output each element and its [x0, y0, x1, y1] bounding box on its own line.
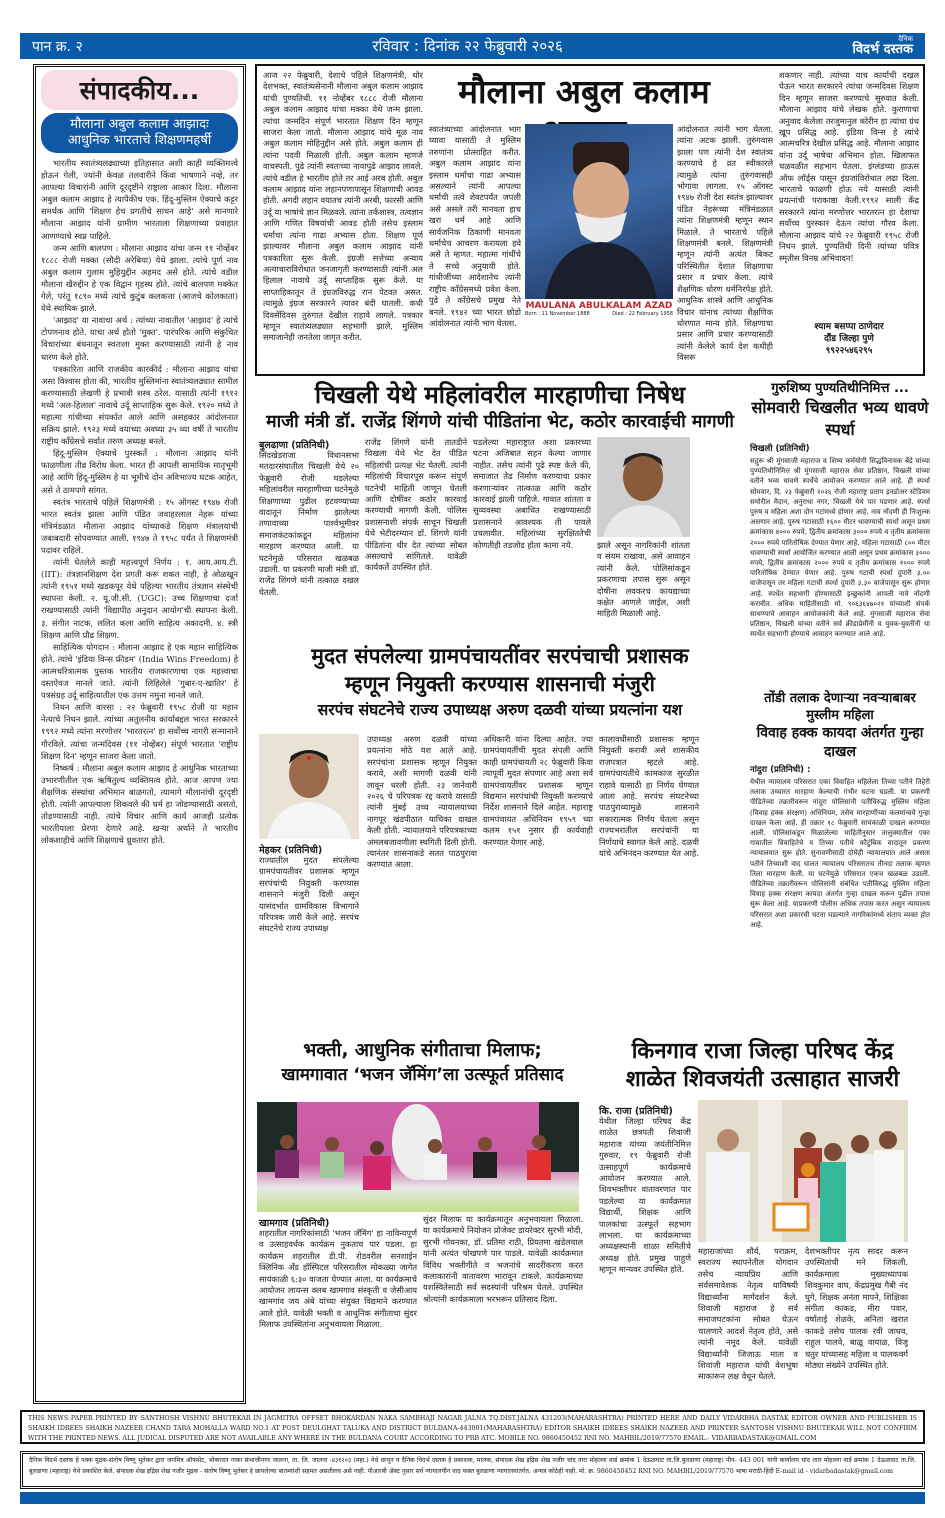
azad-photo-caption [525, 301, 673, 317]
chikhali-subheadline: माजी मंत्री डॉ. राजेंद्र शिंगणे यांची पीडितांना भेट, कठोर कारवाईची मागणी [266, 412, 734, 432]
editorial-paragraph: 'आझाद' या नावाचा अर्थ : त्यांच्या नावातील 'आझाद' हे त्यांचे टोपणनाव होते. याचा अर्थ होतो 'मुक्त'. पारंपरिक आणि संकुचित विचारांच्या बंधनातून स्वतःला मुक्त करण्यासाठी त्यांनी हे नाव धारण केले होते. [41, 315, 238, 362]
kingaon-dateline: कि. राजा (प्रतिनिधी) [599, 1106, 673, 1117]
gurushishya-article [750, 380, 930, 640]
bhajan-event-photo [257, 1102, 579, 1212]
author-name: श्याम बसप्पा ठाणेदार [814, 322, 884, 332]
gurushishya-headline: सोमवारी चिखलीत भव्य धावणे स्पर्धा [751, 398, 929, 439]
english-imprint-box: THIS NEWS PAPER PRINTED BY SANTHOSH VISHNU BHUTEKAR IN JAGMITRA OFFSET BHOKARDAN NAKA SAMBHAJI NAGAR JALNA TQ.DIST.JALNA 431203(MAHARASHTRA) PRINTED HERE AND DAILY VIDARBHA DASTAK EDITOR OWNER AND PUBLISHER IS SHAIKH IDREES SHAIKH NAZEER CHAND TARA MOHALLA WARD NO.1 AT POST DEULGHAT TALUKA AND DISTRICT BULDANA-443001(MAHARASHTRA) EDITOR SHAIKH IDREES SHAIKH NAZEER AND PRINTER SANTOSH VISHNU BHUTEKAR WILL NOT CONFIRM WITH THE PRINTED NEWS. ALL JUDICAL DISPUTED ARE NOT AVAILABLE ANY WHERE IN THE BULDANA COURT ACCORDING TO PRB ATC. MOBILE NO. 9860450452 RNI NO. MAHBIL/2019/77570 EMAIL.- VIDARBADASTAK@GMAIL.COM [20, 1410, 925, 1444]
editorial-body [41, 157, 238, 846]
sarpanch-col2: अधिकारी यांना दिल्या आहेत. ज्या ग्रामपंचायतींची मुदत संपली आणि काही ग्रामपंचायती २८ फेब्रुवारी किंवा त्यापूर्वी मुदत संपणार आहे अशा सर्व ग्रामपंचायतींवर प्रशासक म्हणून विद्यमान सरपंचांची नियुक्ती करण्याचे निर्देश शासनाने दिले आहेत. महाराष्ट्र ग्रामपंचायत अधिनियम १९५९ च्या कलम १५१ नुसार ही कार्यवाही करण्यात येणार आहे. [483, 734, 593, 847]
kingaon-col3: देशभक्तीपर नृत्य सादर करून उपस्थितांची मने जिंकली. कार्यक्रमाला मुख्याध्यापक शिवकुमार वाघ, केंद्रप्रमुख गैबी नंद घुगे, शिक्षक अनंता मापने, शिक्षिका संगीता काकड, मीरा पवार, वर्षाताई शेळके, अनिता खरात काकडे तसेच पालक रवी जाधव, राहुल पालवे, बाळू वायाळ, विजू चतुर यांच्यासह महिला व पालकवर्ग मोठ्या संख्येने उपस्थित होते. [805, 1246, 908, 1371]
editorial-headline [41, 113, 238, 153]
editorial-paragraph: पत्रकारिता आणि राजकीय कारकीर्द : मौलाना आझाद यांचा असा विश्वास होता की, भारतीय मुस्लिमांना स्वातंत्र्यलढ्यात सामील करण्यासाठी लेखणी हे प्रभावी शस्त्र ठरेल. यासाठी त्यांनी १९१२ मध्ये 'अल-हिलाल' नावाचे उर्दू साप्ताहिक सुरू केले. १९२० मध्ये ते महात्मा गांधीच्या संपर्कात आले आणि असहकार आंदोलनात सक्रिय झाले. १९२३ मध्ये वयाच्या अवघ्या ३५ व्या वर्षी ते भारतीय राष्ट्रीय काँग्रेसचे सर्वात तरुण अध्यक्ष बनले. [41, 363, 238, 447]
chikhali-col1: सिंदखेडराजा विधानसभा मतदारसंघातील चिखली येथे २० फेब्रुवारी रोजी घडलेल्या महिलांवरील मारहाणीच्या घटनेमुळे शिक्षणाच्या पुढील हटवण्याच्या वादातून निर्माण झालेल्या तणावाच्या पार्श्वभूमीवर समाजकंटकांकडून महिलांना मारहाण करण्यात आली. या घटनेमुळे परिसरात खळबळ उडाली. या प्रकरणी माजी मंत्री डॉ. राजेंद्र शिंगणे यांनी तत्काळ दखल घेतली. [259, 450, 359, 597]
gurushishya-kicker: गुरुशिष्य पुण्यतिथीनिमित्त ... [771, 381, 909, 396]
kingaon-article [595, 1038, 930, 1408]
chikhali-dateline: बुलढाणा (प्रतिनिधी) [259, 440, 330, 451]
azad-article-col4: शकणार नाही. त्यांच्या याच कार्याची दखल घेऊन भारत सरकारने त्यांचा जन्मदिवस शिक्षण दिन म्हणून साजरा करण्याचे सुरुवात केली. मौलाना आझाद यांचे लेखक होते. कुराणाचा अनुवाद केलेला तरजुमानुल कोरीन हा त्यांचा ग्रंथ खूप प्रसिद्ध आहे. इंडिया विन्स हे त्यांचे आत्मचरित्र देखील प्रसिद्ध आहे. मौलाना आझाद यांना उर्दू भाषेचा अभिमान होता. खिलाफत चळवळीत सहभाग घेतला. इंग्लंडच्या हाऊस ऑफ लॉर्ड्स पासून इंग्रजांविरोधात लढा दिला. भारताचे फाळणी होऊ नये यासाठी त्यांनी प्रयत्नांची पराकाष्ठा केली.१९९२ साली केंद्र सरकारने त्यांना मरणोत्तर भारतरत्न हा देशाचा सर्वोच्च पुरस्कार देऊन त्यांचा गौरव केला. मौलाना आझाद यांचे २२ फेब्रुवारी १९५८ रोजी निधन झाले. पुण्यतिथी दिनी त्यांच्या पवित्र स्मृतीस विनम्र अभिवादन! [779, 70, 919, 263]
talaq-dateline: नांदुरा (प्रतिनिधी) : [750, 765, 811, 775]
azad-article [255, 64, 925, 376]
logo-small-text: दैनिक [898, 35, 913, 43]
azad-caption-born: Born : 11 November 1888 [525, 311, 590, 317]
bhajan-col2: सुंदर मिलाफ या कार्यक्रमातून अनुभवायला मिळाला. या कार्यक्रमाचे नियोजन प्रोजेक्ट डायरेक्टर सुरभी मोदी, सुरभी गोयनका, डॉ. प्रतिमा राठी, प्रियतमा खंडेलवाल यांनी अत्यंत चोखपणे पार पाडले. यावेळी कार्यक्रमात विविध भक्तीगीते व भजनांचे सादरीकरण करत कलाकारांनी वातावरण भारावून टाकले. कार्यक्रमाच्या यशस्वितेसाठी सर्व सदस्यांनी परिश्रम घेतले. उपस्थित श्रोत्यांनी कार्यक्रमाला भरभरून प्रतिसाद दिला. [423, 1214, 583, 1304]
editorial-headline-line2: आधुनिक भारताचे शिक्षणमहर्षी [67, 133, 212, 148]
chikhali-col4: झाले असून नागरिकांनी शांतता व संयम राखावा, असे आवाहन त्यांनी केले. पोलिसांकडून प्रकरणाचा तपास सुरू असून दोषींना लवकरच कायद्याच्या कक्षेत आणले जाईल, अशी माहिती मिळाली आहे. [597, 540, 690, 619]
azad-article-col3: आंदोलनात त्यांनी भाग घेतला. त्यांना अटक झाली. तुरुंगवास झाला पण त्यांनी देश स्वातंत्र्य करण्याचे हे व्रत स्वीकारले त्यामुळे त्यांना तुरुंगवासही भोगावा लागला. १५ ऑगस्ट १९४७ रोजी देश स्वतंत्र झाल्यावर पंडित नेहरूंच्या मंत्रिमंडळात त्यांना शिक्षणमंत्री म्हणून स्थान मिळाले. ते भारताचे पहिले शिक्षणमंत्री बनले. शिक्षणमंत्री म्हणून त्यांनी अत्यंत बिकट परिस्थितीत देशात शिक्षणाचा प्रसार व प्रचार केला. त्यांचे शैक्षणिक धोरण धर्मनिरपेक्ष होते. आधुनिक शास्त्रे आणि आधुनिक विचार यांनाच त्यांच्या शैक्षणिक धोरणात मान्य होते. शिक्षणाचा प्रसार आणि प्रचार करण्यासाठी त्यांनी केलेले कार्य देश कधीही विसरू [677, 124, 773, 363]
azad-caption-name: MAULANA ABULKALAM AZAD [525, 301, 673, 311]
sarpanch-article [255, 642, 745, 1032]
kingaon-headline-line1: किनगाव राजा जिल्हा परिषद केंद्र [631, 1039, 894, 1064]
school-event-illustration [698, 1100, 908, 1242]
azad-portrait-illustration [525, 124, 673, 299]
bhajan-col1: शहरातील नागरिकांसाठी 'भजन जॅमिंग' हा नाविन्यपूर्ण व उत्साहवर्धक कार्यक्रम नुकताच पार पडला. हा कार्यक्रम शहरातील डी.पी. रोडवरील सनशाईन क्लिनिक अँड हॉस्पिटल परिसरातील मोकळ्या जागेत सायंकाळी ६:३० वाजता घेण्यात आला. या कार्यक्रमाचे आयोजन लायन्स क्लब खामगाव संस्कृती व जेसीआय खामगांव जय अंबे यांच्या संयुक्त विद्यमाने करण्यात आले होते. यावेळी भक्ती व आधुनिक संगीताचा सुंदर मिलाफ उपस्थितांना अनुभवायला मिळाला. [259, 1228, 417, 1330]
talaq-body: येथील न्यायालय परिसरात एका विवाहित महिलेला तिच्या पतीने तिहेरी तलाक उच्चारत मारहाण केल्याची गंभीर घटना घडली. या प्रकरणी पीडितेच्या तक्रारीवरून नांदुरा पोलिसांनी पतीविरुद्ध मुस्लिम महिला (विवाह हक्क संरक्षण) अधिनियम, तसेच मारहाणीच्या कलमांन्वये गुन्हा दाखल केला आहे. ही तक्रार १८ फेब्रुवारी सायंकाळी दाखल करण्यात आली. पोलिसांकडून मिळालेल्या माहितीनुसार तालुक्यातील एका गावातील विवाहितेचे व तिच्या पतीचे कौटुंबिक वादातून प्रकरण न्यायालयात सुरू होते. सुनावणीसाठी दोघेही न्यायालयात आले असता पतीने तिच्याशी वाद घालत न्यायालय परिसरातच तीनदा तलाक म्हणत तिला मारहाण केली. या घटनेमुळे परिसरात एकच खळबळ उडाली. पीडितेच्या तक्रारीवरून पोलिसांनी संबंधित पतीविरुद्ध मुस्लिम महिला विवाह हक्क संरक्षण कायदा अंतर्गत गुन्हा दाखल करून पुढील तपास सुरू केला आहे. याप्रकरणी पोलीस अधिक तपास करत असून न्यायालय परिसरात अशा प्रकारची घटना घडल्याने नागरिकांमध्ये संताप व्यक्त होत आहे. [750, 778, 930, 929]
talaq-headline-line1: तोंडी तलाक देणाऱ्या नवऱ्याबाबर मुस्लीम महिला [764, 691, 916, 723]
chikhali-article [255, 380, 745, 635]
editorial-paragraph: निष्कर्ष : मौलाना अबुल कलाम आझाद हे आधुनिक भारताच्या उभारणीतील एक ऋषितुल्य व्यक्तिमत्व होते. आज आपण ज्या शैक्षणिक संस्थांचा अभिमान बाळगतो, त्यामागे मौलानांची दूरदृष्टी होती. त्यांनी आपल्याला शिकवले की धर्म हा जोडण्यासाठी असतो, तोडण्यासाठी नाही. त्यांचे विचार आणि कार्य आजही प्रत्येक भारतीयाला प्रेरणा देणारे आहे. खऱ्या अर्थाने ते भारतीय लोकशाहीचे आणि शिक्षणाचे ध्रुवतारा होते. [41, 762, 238, 846]
kingaon-col2: महाराजांच्या शौर्य, पराक्रम, स्वराज्य स्थापनेतील योगदान तसेच न्यायप्रिय आणि सर्वसमावेशक नेतृत्व याविषयी विद्यार्थ्यांना मार्गदर्शन केले. शिवाजी महाराज हे सर्व समाजघटकांना सोबत घेऊन चालणारे आदर्श नेतृत्व होते, असे त्यांनी नमूद केले. यावेळी विद्यार्थ्यांनी जिजाऊ माता व शिवाजी महाराज यांची वेशभूषा साकारून लक्ष वेधून घेतले. [698, 1246, 798, 1382]
editorial-paragraph: जन्म आणि बालपण : मौलाना आझाद यांचा जन्म ११ नोव्हेंबर १८८८ रोजी मक्का (सौदी अरेबिया) येथे झाला. त्यांचे पूर्ण नाव अबुल कलाम गुलाम मुहियुद्दीन अहमद असे होते. त्यांचे वडील मौलाना खैरुद्दीन हे एक विद्वान गृहस्थ होते. त्यांचे बालपण मक्केत गेले, परंतु १८९० मध्ये त्यांचे कुटुंब कलकत्ता (आजचे कोलकाता) येथे स्थायिक झाले. [41, 242, 238, 314]
person-portrait-illustration [259, 734, 359, 839]
chikhali-col3: घडलेल्या महाराष्ट्रात अशा प्रकारच्या घटना अजिबात सहन केल्या जाणार नाहीत. तसेच त्यांनी पुढे स्पष्ट केले की, समाजात तेढ निर्माण करण्याचा प्रकार करणाऱ्यांवर तात्काळ आणि कठोर कारवाई झाली पाहिजे. गावात शांतता व सुव्यवस्था अबाधित राखण्यासाठी प्रशासनाने आवश्यक ती पावले उचलावीत. महिलांच्या सुरक्षिततेची कोणतीही तडजोड होता कामा नये. [473, 437, 591, 550]
author-phone: ९९२२५४६२९५ [825, 346, 873, 356]
logo-main-text: विदर्भ दस्तक [852, 42, 913, 57]
sarpanch-headline-line2: म्हणून नियुक्ती करण्यास शासनाची मंजुरी [345, 672, 655, 696]
bhajan-article [255, 1038, 590, 1408]
editorial-section-title: संपादकीय... [41, 70, 238, 110]
editorial-paragraph: साहित्यिक योगदान : मौलाना आझाद हे एक महान साहित्यिक होते. त्यांचे 'इंडिया विन्स फ्रीडम' (India Wins Freedom) हे आत्मचरित्रात्मक पुस्तक भारतीय राजकारणाचा एक महत्त्वाचा दस्तऐवज मानले जाते. त्यांनी लिहिलेले 'गुबार-ए-खातिर' हे पत्रसंग्रह उर्दू साहित्यातील एक उत्तम नमुना मानले जाते. [41, 641, 238, 701]
issue-date: रविवार : दिनांक २२ फेब्रुवारी २०२६ [372, 37, 563, 55]
gurushishya-body: सद्गुरू श्री मुंगसाजी महाराज व शिष्य कर्मयोगी सिद्धविनायक बेंद्रे यांच्या पुण्यतिथीनिमित्त श्री मुंगसाजी महाराज सेवा प्रतिष्ठान, चिखली यांच्या वतीने भव्य धावणे स्पर्धेचे आयोजन करण्यात आले आहे. ही स्पर्धा सोमवार, दि. २३ फेब्रुवारी २०२६ रोजी महाराष्ट्र प्रताप इनडोअर स्टेडियम समोरील मैदान, अनुराधा नगर, चिखली येथे पार पडणार आहे. स्पर्धा पुरुष व महिला अशा दोन गटांमध्ये होणार आहे. नाव नोंदणी ही निःशुल्क असणार आहे. पुरुष गटासाठी १६०० मीटर धावण्याची स्पर्धा असून प्रथम क्रमांकास ४००० रुपये, द्वितीय क्रमांकास ३००० रुपये व तृतीय क्रमांकास २००० रुपये पारितोषिक देण्यात येणार आहे. महिला गटासाठी ८०० मीटर धावण्याची स्पर्धा आयोजित करण्यात आली असून प्रथम क्रमांकास ३००० रुपये, द्वितीय क्रमांकास २००० रुपये व तृतीय क्रमांकास १००० रुपये पारितोषिक देण्यात येणार आहे. पुरुष गटाची स्पर्धा दुपारी ३.०० वाजेपासून तर महिला गटाची स्पर्धा दुपारी ३.३० वाजेपासून सुरू होणार आहे. स्पर्धेत सहभागी होण्यासाठी इच्छुकांनी आपली नावे नोंदणी करावीत. अधिक माहितीसाठी मो. ९०६३६४७०२१ यांच्याशी संपर्क साधण्याचे आवाहन आयोजकांनी केले आहे. मुंगसाजी महाराज सेवा प्रतिष्ठान, चिखली यांच्या वतीने सर्व क्रीडाप्रेमींनी व युवक-युवतींनी या स्पर्धेत सहभागी होण्याचे आवाहन करण्यात आले आहे. [750, 457, 930, 639]
editorial-paragraph: भारतीय स्वातंत्र्यलढ्याच्या इतिहासात अशी काही व्यक्तिमत्त्वे होऊन गेली, ज्यांनी केवळ तलवारीने किंवा भाषणाने नव्हे, तर आपल्या विचारांनी आणि दूरदृष्टीने राष्ट्राला आकार दिला. मौलाना अबुल कलाम आझाद हे त्यापैकीच एक. हिंदू-मुस्लिम ऐक्याचे कट्टर समर्थक आणि 'शिक्षण हेच प्रगतीचे साधन आहे' असे मानणारे मौलाना आझाद यांनी ग्रामीण भारताला शिक्षणाच्या प्रवाहात आणण्याचे स्वप्न पाहिले. [41, 158, 238, 241]
editorial-paragraph: हिंदू-मुस्लिम ऐक्याचे पुरस्कर्ते : मौलाना आझाद यांनी फाळणीला तीव्र विरोध केला. भारत ही आपली सामायिक मातृभूमी आहे आणि हिंदू-मुस्लिम हे या भूमीचे दोन अविभाज्य घटक आहेत, असे ते ठामपणे सांगत. [41, 448, 238, 495]
marathi-imprint-box: दैनिक विदर्भ दस्तक हे पत्रक मुद्रक-संतोष विष्णू भुतेकर द्वारा जगमित्र ऑफसेट, भोकरदन नाका संभाजीनगर जालना, ता. जि. जालना -४३१२०३ (महा.) येथे छापून व दैनिक विदर्भ दस्तक हे प्रकाशक, मालक, संपादक शेख इद्रिस शेख नजीर चांद तारा मोहल्ला वार्ड क्रमांक 1 देऊळघाट ता.जि.बुलडाणा (महाराष्ट्र) पीन- 443 001 यांनी कार्यालय चांद तारा मोहल्ला वार्ड क्रमांक 1 देऊळघाट ता.जि. बुलडाणा (महाराष्ट्र) येथे प्रकाशित केले. संपादक शेख इद्रिस शेख नजीर मुद्रक - संतोष विष्णू भुतेकर हे छापलेल्या बातम्यांशी सहमत असतीलच असे नाही. पीआरबी ॲक्ट नुसार सर्व न्यायालयीन वाद फक्त बुलडाणा न्यायालयांतर्गत. अन्यत्र कोठेही नाही. मो. क्र. 9860450452 RNI NO. MAHBIL/2019/77570 भाषा मराठी-हिंदी E-mail id - vidarbadastak@gmail.com [20, 1451, 925, 1489]
shingne-photo [597, 437, 690, 537]
azad-article-col2: स्वातंत्र्याच्या आंदोलनात भाग घ्यावा यासाठी ते मुस्लिम तरुणांना प्रोत्साहित करीत. अबुल कलाम आझाद यांना इस्लाम धर्माचा गाढा अभ्यास असल्याने त्यांनी आपल्या धर्माची तत्वे शेवटपर्यंत जपली असे असले तरी मानवता हाच खरा धर्म आहे आणि सार्वजनिक ठिकाणी मानवता धर्माचेच आचरण करायला हवे असे ते म्हणत. महात्मा गांधींचे ते सच्चे अनुयायी होते. गांधीजींच्या आदेशानेच त्यांनी राष्ट्रीय काँग्रेसमध्ये प्रवेश केला. पुढे ते काँग्रेसचे प्रमुख नेते बनले. १९४२ च्या भारत छोडो आंदोलनात त्यांनी भाग घेतला. [429, 124, 521, 328]
bottom-color-bar [20, 1492, 925, 1504]
editorial-headline-line1: मौलाना अबुल कलाम आझादः [70, 117, 209, 132]
azad-article-col1: आज २२ फेब्रुवारी, देशाचे पहिले शिक्षणमंत्री, थोर देशभक्त, स्वातंत्र्यसेनानी मौलाना अबुल कलाम आझाद यांची पुण्यतिथी. ११ नोव्हेंबर १८८८ रोजी मौलाना अबुल कलाम आझाद यांचा मक्का येथे जन्म झाला. त्यांचा जन्मदिन संपूर्ण भारतात शिक्षण दिन म्हणून साजरा केला जातो. मौलाना आझाद यांचे मूळ नाव अबुल कलाम मोहिनुद्दीन असे होते. अबुल कलाम ही त्यांना पदवी मिळाली होती. अबुल कलाम म्हणजे वाचस्पती. पुढे त्यांनी स्वतःच्या नावापुढे आझाद लावले. त्यांचे वडील हे भारतीय होते तर आई अरब होती. अबुल कलाम आझाद यांना लहानपणापासून शिक्षणाची आवड होती. अगदी लहान वयातच त्यांनी अरबी, फारसी आणि उर्दू या भाषांचे ज्ञान मिळवले. त्यांना तर्कशास्त्र, तत्वज्ञान आणि गणित विषयांची आवड होती तसेच इस्लाम धर्माचा त्यांना गाढा अभ्यास होता. शिक्षण पूर्ण झाल्यावर मौलाना अबुल कलाम आझाद यांनी पत्रकारिता सुरू केली. इंग्रजी सत्तेच्या अन्याय अत्याचाराविरोधात जनजागृती करण्यासाठी त्यांनी अल हिलाल नावाचे उर्दू साप्ताहिक सुरू केले. या साप्ताहिकातून ते इंग्रजविरुद्ध रान पेटवत असत. त्यामुळे इंग्रज सरकारने त्यावर बंदी घातली. कधी दिवसेंदिवस तुरुंगात देखील राहावे लागले. पत्रकार म्हणून स्वातंत्र्यलढ्यात सहभागी झाले, मुस्लिम समाजानेही जनतेला जागृत करीत. [263, 70, 423, 343]
editorial-paragraph: निधन आणि वारसा : २२ फेब्रुवारी १९५८ रोजी या महान नेत्याचे निधन झाले. त्यांच्या अतुलनीय कार्याबद्दल भारत सरकारने १९९२ मध्ये त्यांना मरणोत्तर 'भारतरत्न' हा सर्वोच्च नागरी सन्मानाने गौरविले. त्यांचा जन्मदिवस (११ नोव्हेंबर) संपूर्ण भारतात 'राष्ट्रीय शिक्षण दिन' म्हणून साजरा केला जातो. [41, 702, 238, 761]
editorial-paragraph: त्यांनी घेतलेले काही महत्त्वपूर्ण निर्णय : १. आय.आय.टी. (IIT): तंत्रज्ञानशिक्षण देश प्रगती करू शकत नाही, हे ओळखून त्यांनी १९५१ मध्ये खडकपूर येथे पहिल्या भारतीय तंत्रज्ञान संस्थेची स्थापना केली. २. यू.जी.सी. (UGC): उच्च शिक्षणाचा दर्जा राखण्यासाठी त्यांनी 'विद्यापीठ अनुदान आयोग'ची स्थापना केली. ३. संगीत नाटक, ललित कला आणि साहित्य अकादमी. ४. स्त्री शिक्षण आणि प्रौढ शिक्षण. [41, 557, 238, 640]
masthead-bar [20, 33, 925, 59]
dalvi-photo [259, 734, 359, 839]
kingaon-col1: येथील जिल्हा परिषद केंद्र शाळेत छत्रपती शिवाजी महाराज यांच्या जयंतीनिमित्त गुरुवार, १९ फेब्रुवारी रोजी उत्साहपूर्ण कार्यक्रमाचे आयोजन करण्यात आले. शिवभक्तीपर वातावरणात पार पडलेल्या या कार्यक्रमात विद्यार्थी, शिक्षक आणि पालकांचा उत्स्फूर्त सहभाग लाभला. या कार्यक्रमाच्या अध्यक्षस्थानी शाळा समितीचे अध्यक्ष होते. प्रमुख पाहुणे म्हणून मान्यवर उपस्थित होते. [599, 1116, 691, 1275]
bhajan-headline-line2: खामगावात ‘भजन जॅमिंग’ला उत्स्फूर्त प्रतिसाद [281, 1065, 564, 1085]
editorial-paragraph: स्वतंत्र भारताचे पहिले शिक्षणमंत्री : १५ ऑगस्ट १९४७ रोजी भारत स्वतंत्र झाला आणि पंडित जवाहरलाल नेहरू यांच्या मंत्रिमंडळात मौलाना आझाद यांच्याकडे शिक्षण मंत्रालयाची जबाबदारी सोपवण्यात आली. १९४७ ते १९५८ पर्यंत ते शिक्षणमंत्री पदावर राहिले. [41, 496, 238, 555]
editorial-column [33, 64, 246, 1404]
person-portrait-illustration [597, 437, 690, 537]
azad-portrait-photo [525, 124, 673, 299]
azad-author-block [779, 321, 919, 357]
musicians-stage-illustration [257, 1102, 579, 1212]
sarpanch-headline-line1: मुदत संपलेल्या ग्रामपंचायतींवर सरपंचाची प्रशासक [311, 644, 689, 668]
sarpanch-col3: कालावधीसाठी प्रशासक म्हणून नियुक्ती करावी असे शासकीय राजपत्रात म्हटले आहे. ग्रामपंचायतींचे कामकाज सुरळीत राहावे यासाठी हा निर्णय घेण्यात आला आहे. सरपंच संघटनेच्या पाठपुराव्यामुळे शासनाने सकारात्मक निर्णय घेतला असून राज्यभरातील सरपंचांनी या निर्णयाचे स्वागत केले आहे. दळवी यांचे अभिनंदन करण्यात येत आहे. [599, 734, 699, 859]
kingaon-headline-line2: शाळेत शिवजयंती उत्साहात साजरी [625, 1067, 900, 1092]
chikhali-headline: चिखली येथे महिलांवरील मारहाणीचा निषेध [314, 381, 686, 409]
bhajan-dateline: खामगाव (प्रतिनिधी) [259, 1218, 330, 1229]
tondi-talaq-article [750, 690, 930, 1035]
sarpanch-col1: उपाध्यक्ष अरुण दळवी यांच्या प्रयत्नांना मोठे यश आले आहे. सरपंचांना प्रशासक म्हणून नियुक्त करावे, अशी मागणी दळवी यांनी लावून धरली होती. २३ जानेवारी २०२६ चे परिपत्रक रद्द करावे यासाठी त्यांनी मुंबई उच्च न्यायालयाच्या नागपूर खंडपीठात याचिका दाखल केली होती. न्यायालयाने परिपत्रकाच्या अंमलबजावणीला स्थगिती दिली होती. त्यानंतर शासनाकडे सतत पाठपुरावा करण्यात आला. [367, 734, 477, 870]
sarpanch-col0: राज्यातील मुदत संपलेल्या ग्रामपंचायतीवर प्रशासक म्हणून सरपंचांची नियुक्ती करण्यास शासनाने मंजुरी दिली असून यासंदर्भात ग्रामविकास विभागाने परिपत्रक जारी केले आहे. सरपंच संघटनेचे राज्य उपाध्यक्ष [259, 855, 359, 934]
azad-caption-died: Died : 22 February 1958 [612, 311, 673, 317]
newspaper-logo [852, 36, 913, 56]
page-number: पान क्र. २ [32, 38, 83, 55]
sarpanch-subheadline: सरपंच संघटनेचे राज्य उपाध्यक्ष अरुण दळवी यांच्या प्रयत्नांना यश [317, 701, 683, 719]
shivjayanti-event-photo [698, 1100, 908, 1242]
bhajan-headline-line1: भक्ती, आधुनिक संगीताचा मिलाफ; [303, 1040, 542, 1061]
author-place: दौंड जिल्हा पुणे [824, 334, 874, 344]
azad-article-headline: मौलाना अबुल कलाम [458, 72, 710, 111]
sarpanch-dateline: मेहकर (प्रतिनिधी) [259, 845, 323, 856]
chikhali-col2: राजेंद्र शिंगणे यांनी तातडीने चिखला येथे भेट देत पीडित महिलांची प्रत्यक्ष भेट घेतली. त्यांनी महिलांची विचारपूस करून संपूर्ण घटनेची माहिती जाणून घेतली आणि दोषींवर कठोर कारवाई करण्याची मागणी केली. पोलिस प्रशासनाशी संपर्क साधून चिखली येथे भेटीदरम्यान डॉ. शिंगणे यांनी पीडितांना धीर देत त्यांच्या सोबत असल्याचे सांगितले. यावेळी कार्यकर्ते उपस्थित होते. [365, 437, 467, 573]
talaq-headline-line2: विवाह हक्क कायदा अंतर्गत गुन्हा दाखल [756, 725, 924, 760]
gurushishya-dateline: चिखली (प्रतिनिधी) [750, 444, 810, 454]
